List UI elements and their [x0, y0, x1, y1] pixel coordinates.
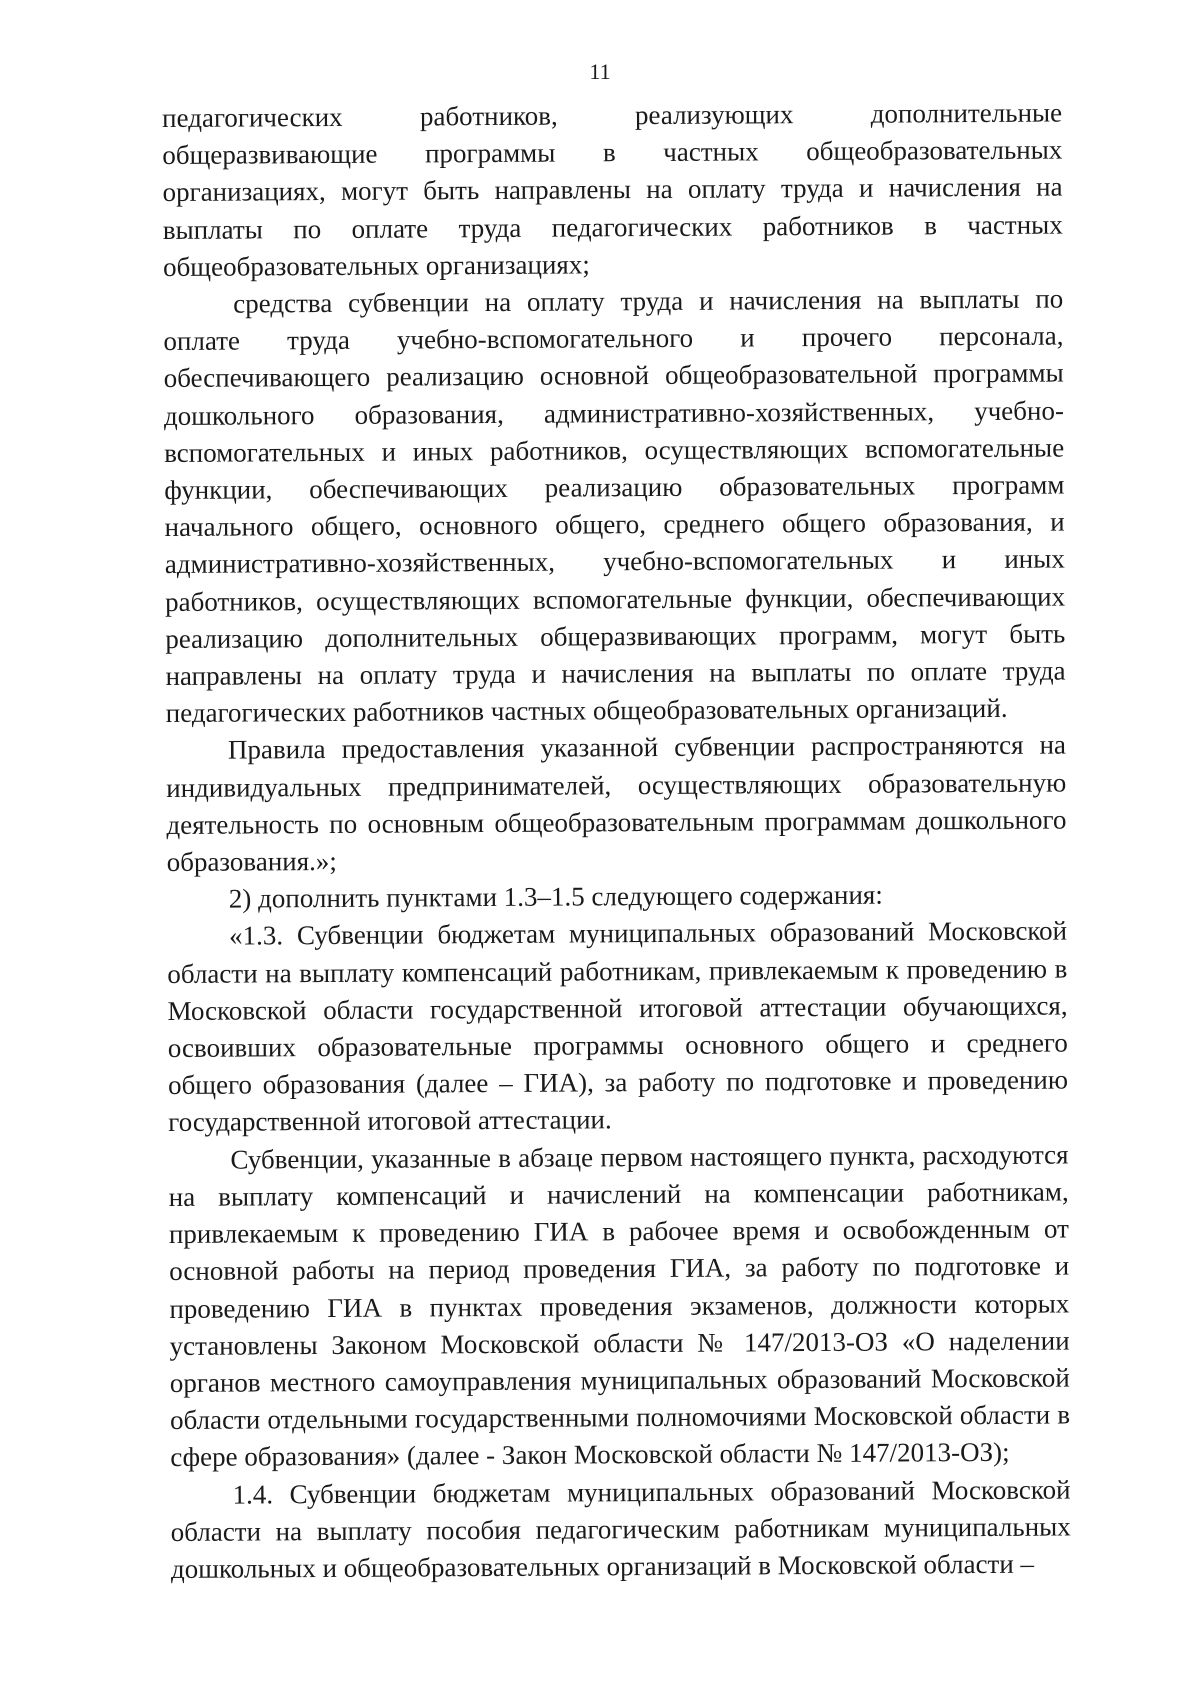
paragraph-clause-1-3: «1.3. Субвенции бюджетам муниципальных образований Московской области на выплату компенсаций работникам, привлекаемым к проведению в Московской области государственной итоговой аттестации обучающихся, освоивших образовательные программы основного общего и среднего общего образования (далее – ГИА), за работу по подготовке и проведению государственной итоговой аттестации. [167, 915, 1069, 1138]
paragraph-continuation: педагогических работников, реализующих дополнительные общеразвивающие программы в частных общеобразовательных организациях, могут быть направлены на оплату труда и начисления на выплаты по оплате труда педагогических работников в частных общеобразовательных организациях; [162, 97, 1063, 282]
paragraph-subvention-funds: средства субвенции на оплату труда и начисления на выплаты по оплате труда учебно-вспомогательного и прочего персонала, обеспечивающего реализацию основной общеобразовательной программы дошкольного образования, административно-хозяйственных, учебно-вспомогательных и иных работников, осуществляющих вспомогательные функции, обеспечивающих реализацию образовательных программ начального общего, основного общего, среднего общего образования, и административно-хозяйственных, учебно-вспомогательных и иных работников, осуществляющих вспомогательные функции, обеспечивающих реализацию дополнительных общеразвивающих программ, могут быть направлены на оплату труда и начисления на выплаты по оплате труда педагогических работников частных общеобразовательных организаций. [163, 283, 1066, 729]
document-body [162, 95, 1071, 1589]
paragraph-clause-1-4: 1.4. Субвенции бюджетам муниципальных образований Московской области на выплату пособия педагогическим работникам муниципальных дошкольных и общеобразовательных организаций в Московской области – [170, 1473, 1071, 1584]
paragraph-amendment-2: 2) дополнить пунктами 1.3–1.5 следующего содержания: [228, 879, 883, 914]
paragraph-clause-1-3-spending: Субвенции, указанные в абзаце первом настоящего пункта, расходуются на выплату компенсаций и начислений на компенсации работникам, привлекаемым к проведению ГИА в рабочее время и освобожденным от основной работы на период проведения ГИА, за работу по подготовке и проведению ГИА в пунктах проведения экзаменов, должности которых установлены Законом Московской области № 147/2013-ОЗ «О наделении органов местного самоуправления муниципальных образований Московской области отдельными государственными полномочиями Московской области в сфере образования» (далее - Закон Московской области № 147/2013-ОЗ); [168, 1139, 1071, 1473]
paragraph-rules: Правила предоставления указанной субвенции распространяются на индивидуальных предпринимателей, осуществляющих образовательную деятельность по основным общеобразовательным программам дошкольного образования.»; [166, 729, 1067, 878]
page-number: 11 [589, 59, 611, 84]
